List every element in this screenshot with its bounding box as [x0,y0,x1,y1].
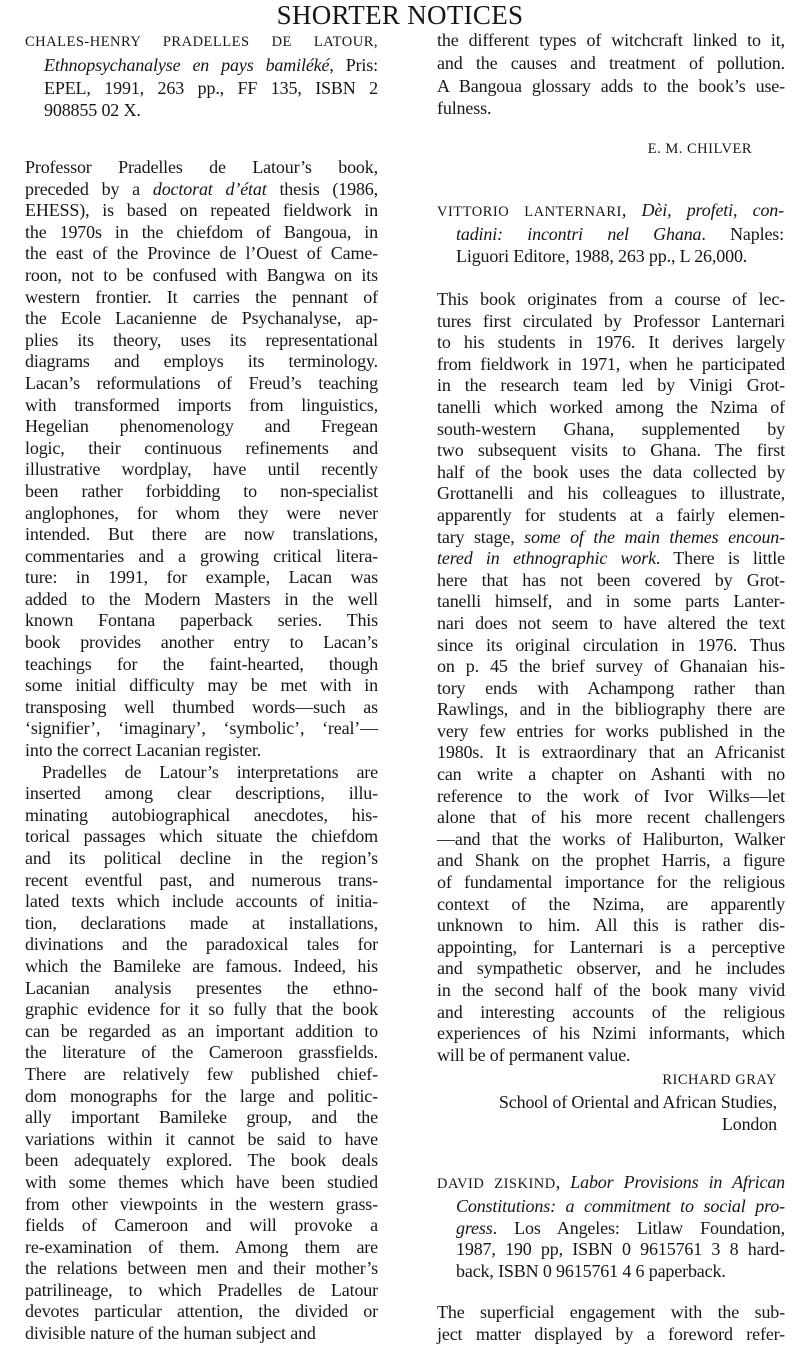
paragraph [437,199,784,267]
text-line [437,1323,785,1345]
text-line [437,75,785,98]
text-line [437,1023,785,1045]
text-line [437,742,785,764]
text-line [25,1150,378,1172]
text-line [25,308,378,330]
text-run: back, ISBN 0 9615761 4 6 paperback. [456,1261,726,1282]
author-name: CHALES-HENRY PRADELLES DE LATOUR, [25,34,378,50]
italic-title: Labor Provisions in African [570,1172,786,1192]
text-line [437,223,784,245]
text-line [25,395,378,417]
text-run: 1980s. It is extraordinary that an Africanist [437,742,785,763]
text-line [25,416,378,438]
author-name: E. M. CHILVER [647,141,752,157]
review-2-citation [437,199,784,267]
text-line [25,373,378,395]
text-run: School of Oriental and African Studies, [498,1092,777,1112]
text-line [437,29,785,52]
text-run: minating autobiographical anecdotes, his- [25,804,378,825]
text-run: in the second half of the book many vivid [437,980,785,1000]
text-run: . Naples: [701,224,784,244]
text-run: added to the Modern Masters in the well [25,588,378,609]
text-line [25,54,378,77]
text-line [25,654,378,676]
text-line [25,287,378,309]
review-1-body [25,157,378,1345]
text-line [25,1107,378,1129]
text-line [437,678,785,700]
paragraph [437,136,752,160]
text-line [437,289,785,311]
author-name: DAVID ZISKIND [437,1176,556,1192]
text-run: 1987, 190 pp, ISBN 0 9615761 3 8 hard- [456,1239,785,1260]
text-run: here that has not been covered by Grot- [437,569,785,590]
italic-title: Ethnopsychanalyse en pays bamiléké [44,54,330,75]
section-title: SHORTER NOTICES [276,0,524,30]
text-line [437,52,785,75]
text-line [437,915,785,937]
text-run: tanelli which worked among the Nzima of [437,396,785,417]
text-run: been rather forbidding to non-specialist [25,480,378,501]
paragraph [25,762,378,1345]
text-run: diagrams and employs its terminology. [25,351,378,372]
text-line [437,937,785,959]
text-line [437,570,785,592]
text-line [437,894,785,916]
text-line [437,548,785,570]
text-line [25,632,378,654]
text-run: There are relatively few published chief- [25,1063,378,1084]
text-run: known Fontana paperback series. This [25,610,378,631]
text-line [25,1086,378,1108]
text-run: tory ends with Achampong rather than [437,677,785,698]
text-line [437,764,785,786]
text-run: book provides another entry to Lacan’s [25,632,378,653]
text-run: patrilineage, to which Pradelles de Latour [25,1279,378,1300]
text-line [437,354,785,376]
text-line [25,481,378,503]
text-run: Pradelles de Latour’s interpretations are [42,761,378,782]
paragraph [437,289,785,1066]
text-run: the Ecole Lacanienne de Psychanalyse, ap- [25,308,378,329]
text-run: Hegelian phenomenology and Fregean [25,416,378,437]
text-run: alone that of his more recent challengers [437,807,785,828]
text-run: anglophones, for whom they were never [25,502,378,523]
text-line [437,807,785,829]
review-1-reviewer [437,136,752,160]
text-line [25,891,378,913]
text-line [25,848,378,870]
text-run: re-examination of them. Among them are [25,1236,378,1257]
italic-title: Dèi, profeti, con- [641,200,785,220]
text-line [25,762,378,784]
text-run: lated texts which include accounts of initia- [25,891,378,912]
review-1-citation [25,29,378,122]
text-run: half of the book uses the data collected by [437,461,785,482]
text-line [437,786,785,808]
text-line [437,136,752,160]
text-run: can write a chapter on Ashanti with no [437,764,785,785]
text-run: and Shank on the prophet Harris, a figure [437,850,785,871]
text-run: the literature of the Cameroon grassfields. [25,1042,378,1063]
paragraph [437,1301,785,1345]
text-run: of fundamental importance for the religious [437,872,785,893]
text-line [25,913,378,935]
text-line [25,546,378,568]
text-run: , Pris: [329,54,378,75]
text-line [25,438,378,460]
text-run: . Los Angeles: Litlaw Foundation, [492,1217,785,1238]
text-run: since its original circulation in 1976. Thus [437,634,785,655]
text-run: the relations between men and their mother’s [25,1258,378,1279]
text-line [25,503,378,525]
review-3-citation [437,1172,785,1283]
italic-title: tered in ethnographic work [437,548,656,569]
text-line [25,783,378,805]
text-line [437,656,785,678]
text-line [437,958,785,980]
text-line [25,1172,378,1194]
text-run: nari does not seem to have altered the text [437,612,785,633]
text-line [25,567,378,589]
text-run: variations within it cannot be said to have [25,1128,378,1149]
text-run: thesis (1986, [266,178,378,199]
text-line [437,527,785,549]
text-line [437,613,785,635]
text-run: commentaries and a growing critical litera- [25,545,378,566]
text-run: on p. 45 the brief survey of Ghanaian his- [437,656,785,677]
text-run: A Bangoua glossary adds to the book’s use- [437,75,785,96]
text-run: . There is little [655,548,785,569]
italic-title: gress [456,1217,493,1238]
text-line [437,591,785,613]
text-run: —and that the works of Haliburton, Walker [437,828,785,849]
text-run: Rawlings, and in the bibliography there are [437,699,785,720]
text-line [25,1064,378,1086]
paragraph [437,1067,777,1135]
text-run: which the Bamileke are famous. Indeed, his [25,955,378,976]
text-line [437,332,785,354]
text-run: , [621,200,642,220]
text-run: reference to the work of Ivor Wilks—let [437,785,785,806]
text-run: the different types of witchcraft linked to it, [437,30,785,50]
text-line [25,1194,378,1216]
text-line [437,97,785,120]
text-line [25,718,378,740]
text-line [437,375,785,397]
text-line [25,1042,378,1064]
text-run: tion, declarations made at installations, [25,912,378,933]
text-line [25,459,378,481]
text-run: torical passages which situate the chiefdom [25,826,378,847]
text-line [437,699,785,721]
text-line [25,243,378,265]
text-run: divinations and the paradoxical tales for [25,934,378,955]
text-run: tures first circulated by Professor Lanternari [437,310,785,331]
text-line [25,999,378,1021]
text-run: from fieldwork in 1971, when he participated [437,353,785,374]
text-run: 908855 02 X. [44,100,141,121]
text-run: ally important Bamileke group, and the [25,1107,378,1128]
text-run: fulness. [437,98,492,119]
text-run: teachings for the faint-hearted, though [25,653,378,674]
text-run: intended. But there are now translations, [25,524,378,545]
text-run: and sympathetic observer, and he includes [437,958,785,979]
text-run: The superficial engagement with the sub- [437,1302,785,1322]
text-run: unknown to him. All this is rather dis- [437,915,785,936]
text-line [25,1129,378,1151]
text-line [25,740,378,762]
text-run: plies its theory, uses its representational [25,329,378,350]
text-line [25,157,378,179]
text-line [25,1280,378,1302]
text-line [25,29,378,54]
text-line [437,1218,785,1240]
text-line [437,1002,785,1024]
text-run: dom monographs for the large and politic- [25,1085,378,1106]
text-line [437,1301,785,1323]
text-run: some initial difficulty may be met with in [25,675,378,696]
review-3-body [437,1301,785,1345]
text-line [25,1301,378,1323]
text-run: ject matter displayed by a foreword refer- [437,1324,785,1344]
text-line [437,1067,777,1091]
text-line [437,462,785,484]
text-line [25,179,378,201]
text-line [25,99,378,122]
text-line [25,330,378,352]
text-line [25,1021,378,1043]
text-line [437,1261,785,1283]
text-run: from other viewpoints in the western grass- [25,1193,378,1214]
text-run: recent eventful past, and numerous trans- [25,869,378,890]
italic-title: doctorat d’état [152,178,267,199]
text-run: to his students in 1976. It derives largely [437,332,785,353]
text-run: ‘signifier’, ‘imaginary’, ‘symbolic’, ‘real’— [25,718,378,739]
text-run: logic, their continuous refinements and [25,437,378,458]
text-line [25,1258,378,1280]
text-run: and the causes and treatment of pollution. [437,52,785,73]
text-run: apparently for students at a fairly elemen- [437,504,785,525]
text-run: experiences of his Nzimi informants, which [437,1023,785,1044]
paragraph [25,29,378,122]
text-line [437,311,785,333]
text-run: divisible nature of the human subject and [25,1323,316,1344]
text-line [437,245,784,267]
text-run: , [555,1172,571,1192]
text-line [25,870,378,892]
author-name: RICHARD GRAY [662,1072,777,1088]
text-line [437,829,785,851]
text-line [437,850,785,872]
text-line [25,200,378,222]
text-line [437,1239,785,1261]
text-line [437,635,785,657]
text-run: Lacan’s reformulations of Freud’s teaching [25,372,378,393]
review-2-reviewer [437,1067,777,1135]
text-run: very few entries for works published in the [437,720,785,741]
text-line [437,397,785,419]
text-run: context of the Nzima, are apparently [437,893,785,914]
text-run: in the research team led by Vinigi Grot- [437,375,785,396]
text-line [25,77,378,100]
text-run: appointing, for Lanternari is a perceptive [437,936,785,957]
text-line [437,419,785,441]
review-1-body-continued [437,29,785,120]
text-line [25,805,378,827]
review-2-body [437,289,785,1066]
text-run: tary stage, [437,526,525,547]
text-line [25,675,378,697]
text-line [437,1113,777,1135]
text-run: illustrative wordplay, have until recently [25,459,378,480]
text-line [437,483,785,505]
text-run: ture: in 1991, for example, Lacan was [25,567,378,588]
text-run: into the correct Lacanian register. [25,740,262,761]
text-line [25,589,378,611]
text-run: preceded by a [25,178,153,199]
text-line [437,440,785,462]
text-line [437,1045,785,1067]
text-run: Liguori Editore, 1988, 263 pp., L 26,000. [456,246,748,266]
text-run: with transformed imports from linguistics, [25,394,378,415]
text-run: graphic evidence for it so fully that the book [25,999,378,1020]
text-run: can be regarded as an important addition to [25,1020,378,1041]
italic-title: some of the main themes encoun- [524,526,785,547]
text-line [25,826,378,848]
text-run: This book originates from a course of lec- [437,289,785,309]
text-line [437,721,785,743]
paragraph [437,1172,785,1283]
text-line [437,199,784,223]
text-line [437,505,785,527]
text-line [437,872,785,894]
text-run: the 1970s in the chiefdom of Bangoua, in [25,221,378,242]
text-line [25,1215,378,1237]
text-line [25,697,378,719]
text-line [25,956,378,978]
text-line [437,1172,785,1196]
text-run: the east of the Province de l’Ouest of Came- [25,243,378,264]
text-run: two subsequent visits to Ghana. The first [437,440,785,461]
text-line [25,934,378,956]
text-run: devotes particular attention, the divided or [25,1301,378,1322]
text-run: transposing well thumbed words—such as [25,696,378,717]
italic-title: tadini: incontri nel Ghana [456,224,702,244]
text-run: Grottanelli and his colleagues to illustrate, [437,483,785,504]
italic-title: Constitutions: a commitment to social pro- [456,1195,785,1216]
text-run: Lacanian analysis presentes the ethno- [25,977,378,998]
text-line [25,610,378,632]
paragraph [25,157,378,762]
text-line [25,351,378,373]
text-line [25,524,378,546]
text-run: and its political decline in the region’s [25,848,378,868]
text-run: south-western Ghana, supplemented by [437,418,785,439]
text-line [437,1196,785,1218]
text-run: EHESS), is based on repeated fieldwork in [25,200,378,221]
text-line [25,265,378,287]
text-run: fields of Cameroon and will provoke a [25,1215,378,1236]
text-line [437,980,785,1002]
text-run: and interesting accounts of the religious [437,1001,785,1022]
author-name: VITTORIO LANTERNARI [437,204,622,220]
text-line [25,1237,378,1259]
text-run: EPEL, 1991, 263 pp., FF 135, ISBN 2 [44,77,378,98]
text-run: will be of permanent value. [437,1044,631,1065]
text-run: inserted among clear descriptions, illu- [25,783,378,804]
text-run: roon, not to be confused with Bangwa on its [25,264,378,285]
text-run: Professor Pradelles de Latour’s book, [25,157,378,177]
text-run: tanelli himself, and in some parts Lanter- [437,591,785,612]
paragraph [437,29,785,120]
text-run: London [721,1114,777,1134]
text-run: with some themes which have been studied [25,1171,378,1192]
text-line [25,978,378,1000]
text-run: western frontier. It carries the pennant of [25,286,378,307]
text-line [437,1091,777,1113]
text-run: been adequately explored. The book deals [25,1150,378,1171]
text-line [25,222,378,244]
text-line [25,1323,378,1345]
